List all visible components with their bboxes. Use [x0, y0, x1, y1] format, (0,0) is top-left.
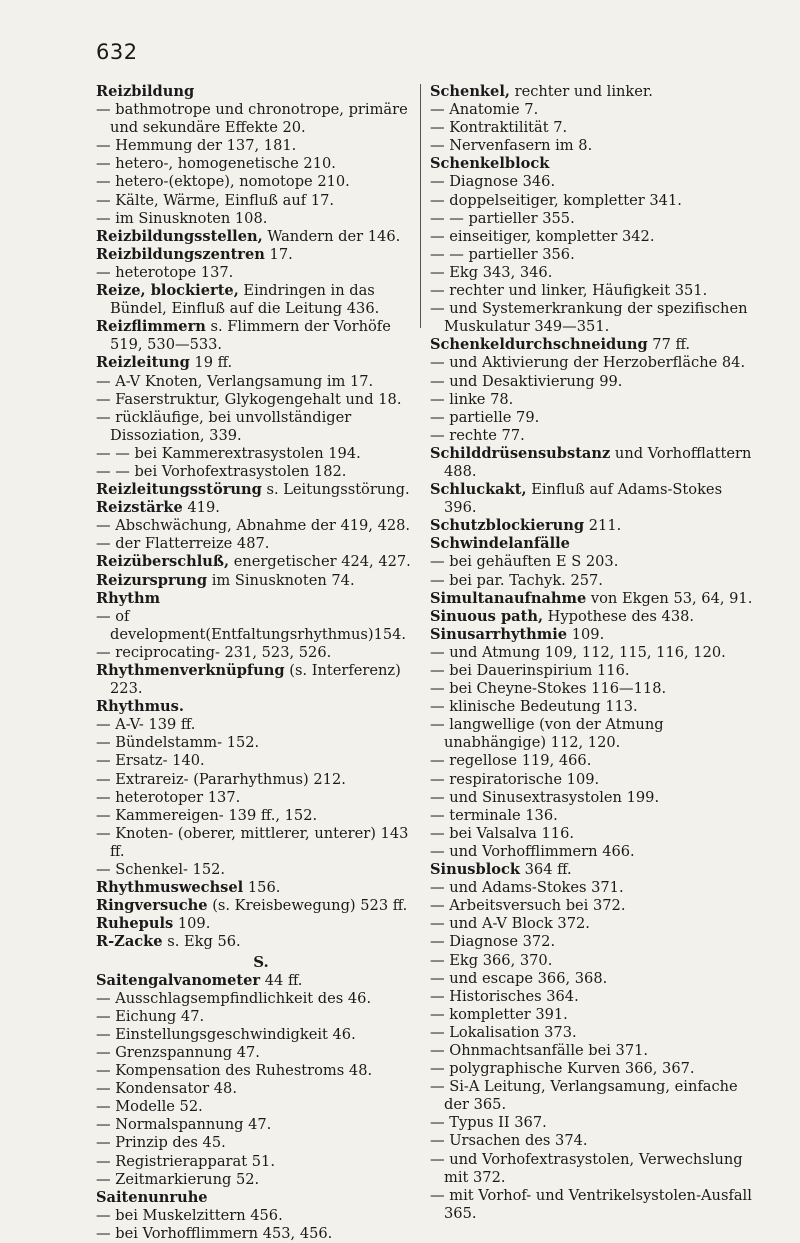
index-subentry: — und Aktivierung der Herzoberfläche 84. — [430, 354, 746, 372]
index-entry-detail: Einfluß auf Adams-Stokes 396. — [444, 481, 723, 517]
index-subentry: — und A-V Block 372. — [430, 915, 590, 933]
index-entry — [96, 933, 426, 951]
index-headword: Reizbildung — [96, 83, 195, 100]
index-headword: Schluckakt, — [430, 481, 527, 499]
index-subentry: — — bei Vorhofextrasystolen 182. — [96, 462, 347, 480]
index-subentry: — Grenzspannung 47. — [96, 1043, 260, 1061]
index-subentry: — langwellige (von der Atmung unabhängige) 112, 120. — [430, 716, 664, 752]
index-subentry: — Ohnmachtsanfälle bei 371. — [430, 1041, 649, 1059]
index-entry-detail: 109. — [567, 625, 605, 643]
index-entry-detail: s. Leitungsstörung. — [261, 481, 410, 499]
index-subentry: — — partieller 356. — [430, 245, 575, 263]
index-subentry: — kompletter 391. — [430, 1005, 568, 1023]
index-subentry: — reciprocating- 231, 523, 526. — [96, 643, 332, 661]
index-subentry: — und escape 366, 368. — [430, 969, 608, 987]
index-headword: Schilddrüsensubstanz — [430, 444, 611, 462]
index-subentry: — Kondensator 48. — [96, 1080, 237, 1098]
index-subentry: — Ursachen des 374. — [430, 1132, 588, 1150]
index-subentry: — heterotope 137. — [96, 263, 234, 281]
index-subentry: — heterotoper 137. — [96, 788, 241, 806]
index-subentry: — und Desaktivierung 99. — [430, 372, 623, 390]
index-subentry: — Schenkel- 152. — [96, 861, 226, 879]
index-subentry: — Nervenfasern im 8. — [430, 137, 593, 155]
index-entry-detail: 77 ff. — [647, 336, 690, 354]
index-entry-detail: energetischer 424, 427. — [229, 553, 411, 571]
page-number: 632 — [96, 40, 138, 64]
index-entry — [96, 499, 426, 517]
index-entry-detail: 364 ff. — [520, 861, 572, 879]
index-headword: Reizleitung — [96, 354, 190, 372]
index-subentry: — einseitiger, kompletter 342. — [430, 227, 655, 245]
index-entry — [96, 572, 426, 590]
index-entry-detail: von Ekgen 53, 64, 91. — [586, 589, 753, 607]
index-entry — [430, 535, 756, 553]
index-subentry: — im Sinusknoten 108. — [96, 209, 268, 227]
index-subentry: — Ausschlagsempfindlichkeit des 46. — [96, 989, 372, 1007]
index-subentry: — Kompensation des Ruhestroms 48. — [96, 1062, 373, 1080]
index-subentry: — regellose 119, 466. — [430, 752, 592, 770]
index-entry — [96, 83, 426, 101]
index-entry — [96, 481, 426, 499]
index-subentry: — Kälte, Wärme, Einfluß auf 17. — [96, 191, 335, 209]
index-entry-detail: Hypothese des 438. — [543, 607, 695, 625]
index-entry — [96, 972, 426, 990]
index-subentry: — hetero-, homogenetische 210. — [96, 155, 336, 173]
index-headword: Sinusarrhythmie — [430, 625, 568, 643]
index-entry — [96, 318, 426, 354]
index-column-left — [96, 83, 426, 1243]
index-headword: Reizstärke — [96, 499, 183, 517]
index-subentry: — Zeitmarkierung 52. — [96, 1170, 260, 1188]
index-headword: Ringversuche — [96, 897, 208, 915]
index-subentry: — und Atmung 109, 112, 115, 116, 120. — [430, 643, 726, 661]
index-headword: Reizursprung — [96, 571, 208, 589]
index-headword: Reizleitungsstörung — [96, 481, 262, 499]
index-subentry: — bei Muskelzittern 456. — [96, 1206, 283, 1224]
index-entry-detail: im Sinusknoten 74. — [207, 571, 355, 589]
index-subentry: — bei gehäuften E S 203. — [430, 553, 619, 571]
index-subentry: — doppelseitiger, kompletter 341. — [430, 191, 682, 209]
index-entry — [430, 336, 756, 354]
index-subentry: — — partieller 355. — [430, 209, 575, 227]
index-subentry: — hetero-(ektope), nomotope 210. — [96, 173, 350, 191]
index-entry — [430, 445, 756, 481]
index-entry-detail: 17. — [264, 245, 293, 263]
index-entry — [96, 553, 426, 571]
index-headword: Schenkeldurchschneidung — [430, 336, 648, 354]
index-entry — [430, 861, 756, 879]
index-subentry: — Registrierapparat 51. — [96, 1152, 275, 1170]
index-entry — [430, 590, 756, 608]
index-subentry: — Diagnose 346. — [430, 173, 556, 191]
index-entry — [96, 246, 426, 264]
index-subentry: — respiratorische 109. — [430, 770, 600, 788]
index-entry-detail: 19 ff. — [189, 354, 233, 372]
index-subentry: — und Sinusextrasystolen 199. — [430, 788, 660, 806]
index-subentry: — und Vorhofextrasystolen, Verwechslung mit 372. — [430, 1150, 743, 1186]
index-subentry: — bei Cheyne-Stokes 116—118. — [430, 680, 667, 698]
index-subentry: — Si-A Leitung, Verlangsamung, einfache der 365. — [430, 1078, 738, 1114]
index-headword: Schwindelanfälle — [430, 535, 570, 553]
index-subentry: — mit Vorhof- und Ventrikelsystolen-Ausfall 365. — [430, 1186, 752, 1222]
index-headword: Reizüberschluß, — [96, 553, 230, 571]
index-entry-detail: rechter und linker. — [509, 83, 653, 100]
index-subentry: — Ekg 366, 370. — [430, 951, 553, 969]
index-subentry: — und Adams-Stokes 371. — [430, 879, 624, 897]
index-subentry: — und Systemerkrankung der spezifischen Muskulatur 349—351. — [430, 300, 748, 336]
index-subentry: — Kontraktilität 7. — [430, 119, 568, 137]
index-subentry: — Knoten- (oberer, mittlerer, unterer) 143 ff. — [96, 824, 409, 860]
index-entry — [430, 608, 756, 626]
index-subentry: — Normalspannung 47. — [96, 1116, 272, 1134]
index-column-right — [430, 83, 756, 1223]
index-entry — [430, 155, 756, 173]
index-headword: Schenkelblock — [430, 155, 550, 173]
index-subentry: — Historisches 364. — [430, 987, 579, 1005]
index-subentry: — Einstellungsgeschwindigkeit 46. — [96, 1025, 356, 1043]
index-headword: R-Zacke — [96, 933, 163, 951]
index-headword: Reizflimmern — [96, 318, 206, 336]
index-subentry: — Kammereigen- 139 ff., 152. — [96, 806, 318, 824]
index-subentry: — Lokalisation 373. — [430, 1023, 577, 1041]
section-letter: S. — [253, 952, 269, 971]
index-subentry: — Bündelstamm- 152. — [96, 734, 260, 752]
index-headword: Reize, blockierte, — [96, 282, 239, 300]
index-subentry: — rechte 77. — [430, 426, 525, 444]
index-entry-detail: 44 ff. — [260, 971, 303, 989]
index-entry — [430, 517, 756, 535]
index-subentry: — — bei Kammerextrasystolen 194. — [96, 444, 361, 462]
index-headword: Ruhepuls — [96, 915, 174, 933]
index-subentry: — klinische Bedeutung 113. — [430, 698, 638, 716]
index-entry-detail: s. Ekg 56. — [162, 933, 241, 951]
index-subentry: — und Vorhofflimmern 466. — [430, 842, 635, 860]
index-subentry: — linke 78. — [430, 390, 514, 408]
index-subentry: — der Flatterreize 487. — [96, 535, 270, 553]
index-subentry: — Arbeitsversuch bei 372. — [430, 897, 626, 915]
index-subentry: — Anatomie 7. — [430, 101, 539, 119]
index-subentry: — Faserstruktur, Glykogengehalt und 18. — [96, 390, 402, 408]
index-entry-detail: 156. — [243, 879, 281, 897]
index-headword: Schenkel, — [430, 83, 510, 100]
index-entry — [96, 662, 426, 698]
index-entry — [430, 626, 756, 644]
index-headword: Rhythmuswechsel — [96, 879, 244, 897]
index-subentry: — A-V Knoten, Verlangsamung im 17. — [96, 372, 374, 390]
index-headword: Simultanaufnahme — [430, 589, 587, 607]
index-subentry: — Ersatz- 140. — [96, 752, 205, 770]
index-subentry: — bei Vorhofflimmern 453, 456. — [96, 1224, 333, 1242]
index-entry — [96, 915, 426, 933]
index-headword: Reizbildungszentren — [96, 245, 265, 263]
index-subentry: — Hemmung der 137, 181. — [96, 137, 297, 155]
index-headword: Rhythmenverknüpfung — [96, 662, 285, 679]
index-subentry: — Extrareiz- (Pararhythmus) 212. — [96, 770, 346, 788]
index-subentry: — rechter und linker, Häufigkeit 351. — [430, 282, 708, 300]
index-entry-detail: s. Flimmern der Vorhöfe 519, 530—533. — [110, 318, 391, 354]
index-entry-detail: Wandern der 146. — [262, 227, 401, 245]
index-subentry: — bei par. Tachyk. 257. — [430, 571, 603, 589]
index-entry — [96, 879, 426, 897]
index-entry — [96, 282, 426, 318]
index-subentry: — of development(Entfaltungsrhythmus)154. — [96, 607, 407, 643]
index-entry — [96, 354, 426, 372]
index-headword: Rhythmus. — [96, 698, 184, 716]
index-entry — [96, 698, 426, 716]
index-entry — [430, 481, 756, 517]
index-entry-detail: und Vorhofflattern 488. — [444, 444, 752, 480]
index-entry — [430, 83, 756, 101]
index-subentry: — Diagnose 372. — [430, 933, 556, 951]
index-subentry: — partielle 79. — [430, 408, 540, 426]
index-subentry: — A-V- 139 ff. — [96, 716, 196, 734]
index-subentry: — Typus II 367. — [430, 1114, 547, 1132]
index-entry-detail: (s. Kreisbewegung) 523 ff. — [207, 897, 408, 915]
index-subentry: — bei Valsalva 116. — [430, 824, 575, 842]
index-subentry: — polygraphische Kurven 366, 367. — [430, 1060, 695, 1078]
index-subentry: — Eichung 47. — [96, 1007, 205, 1025]
index-subentry: — terminale 136. — [430, 806, 558, 824]
index-headword: Sinusblock — [430, 861, 520, 879]
index-headword: Saitengalvanometer — [96, 971, 261, 989]
index-subentry: — bathmotrope und chronotrope, primäre und sekundäre Effekte 20. — [96, 101, 408, 137]
index-entry — [96, 1189, 426, 1207]
index-headword: Sinuous path, — [430, 607, 544, 625]
index-subentry: — bei Dauerinspirium 116. — [430, 662, 630, 679]
index-subentry: — Modelle 52. — [96, 1098, 203, 1116]
index-entry-detail: (s. Interferenz) 223. — [110, 662, 401, 698]
index-headword: Reizbildungsstellen, — [96, 227, 263, 245]
index-headword: Saitenunruhe — [96, 1188, 208, 1206]
index-headword: Schutzblockierung — [430, 517, 585, 535]
index-subentry: — rückläufige, bei unvollständiger Dissoziation, 339. — [96, 408, 352, 444]
index-entry-detail: 419. — [182, 499, 220, 517]
index-subentry: — Ekg 343, 346. — [430, 263, 553, 281]
index-headword: Rhythm — [96, 589, 161, 607]
index-entry — [96, 897, 426, 915]
index-entry-detail: Eindringen in das Bündel, Einfluß auf die Leitung 436. — [110, 282, 380, 318]
index-subentry: — Abschwächung, Abnahme der 419, 428. — [96, 517, 411, 535]
index-entry — [96, 590, 426, 608]
index-subentry: — Prinzip des 45. — [96, 1134, 226, 1152]
index-entry — [96, 228, 426, 246]
index-entry-detail: 211. — [584, 517, 622, 535]
index-entry-detail: 109. — [173, 915, 211, 933]
